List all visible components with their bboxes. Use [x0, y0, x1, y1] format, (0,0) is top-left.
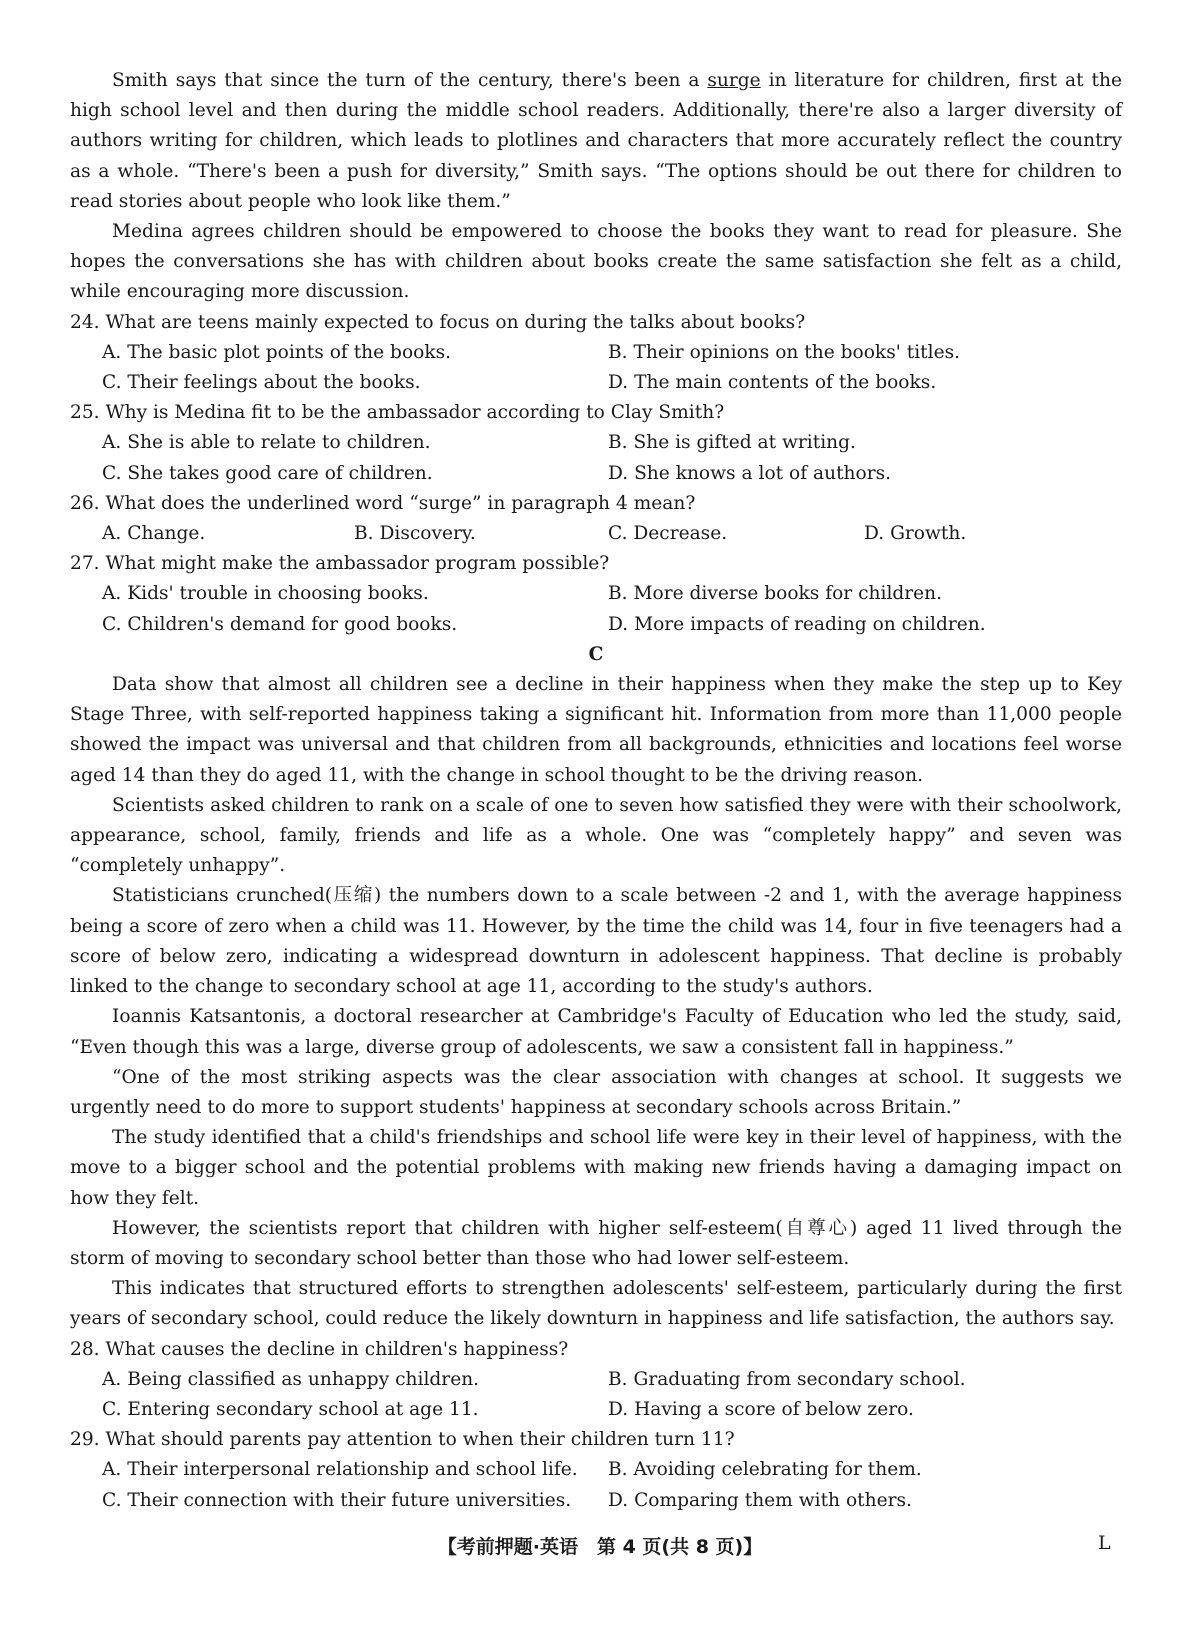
question-28: 28. What causes the decline in children's happiness?	[70, 1338, 569, 1360]
options-28	[70, 1365, 1122, 1425]
option: C. She takes good care of children.	[102, 462, 433, 484]
option: B. Graduating from secondary school.	[608, 1368, 966, 1390]
option: D. The main contents of the books.	[608, 372, 937, 394]
option: D. Having a score of below zero.	[608, 1398, 914, 1420]
option: A. Being classified as unhappy children.	[102, 1368, 480, 1390]
underlined-word: surge	[707, 70, 761, 91]
question-29: 29. What should parents pay attention to when their children turn 11?	[70, 1429, 735, 1451]
paragraph: Smith says that since the turn of the century, there's been a surge in literature for children, first at the high school level and then during the middle school readers. Additionally, there're also a larger diversity of authors writing for children, which leads to plotlines and characters that more accurately reflect the country as a whole. “There's been a push for diversity,” Smith says. “The options should be out there for children to read stories about people who look like them.”	[70, 70, 1122, 212]
option: C. Entering secondary school at age 11.	[102, 1398, 479, 1420]
option: D. Growth.	[864, 523, 967, 545]
option: D. She knows a lot of authors.	[608, 462, 892, 484]
option: D. Comparing them with others.	[608, 1489, 912, 1511]
paragraph: Scientists asked children to rank on a scale of one to seven how satisfied they were with their schoolwork, appearance, school, family, friends and life as a whole. One was “completely happy” and seven was “completely unhappy”.	[70, 794, 1122, 877]
options-26	[70, 519, 1122, 549]
option: A. Change.	[102, 523, 206, 545]
question-25: 25. Why is Medina fit to be the ambassador according to Clay Smith?	[70, 402, 725, 424]
option: B. Avoiding celebrating for them.	[608, 1459, 922, 1481]
option: C. Decrease.	[608, 523, 728, 545]
option: C. Their connection with their future universities.	[102, 1489, 572, 1511]
options-27	[70, 579, 1122, 639]
question-27: 27. What might make the ambassador program possible?	[70, 553, 610, 575]
option: D. More impacts of reading on children.	[608, 613, 986, 635]
option: B. Their opinions on the books' titles.	[608, 341, 961, 363]
option: C. Their feelings about the books.	[102, 372, 421, 394]
option: A. Kids' trouble in choosing books.	[102, 583, 429, 605]
question-24: 24. What are teens mainly expected to focus on during the talks about books?	[70, 311, 806, 333]
paragraph: Medina agrees children should be empowered to choose the books they want to read for pleasure. She hopes the conversations she has with children about books create the same satisfaction she felt as a child, while encouraging more discussion.	[70, 221, 1122, 303]
option: B. Discovery.	[354, 523, 476, 545]
options-29	[70, 1455, 1122, 1515]
paragraph: Ioannis Katsantonis, a doctoral researcher at Cambridge's Faculty of Education who led the study, said, “Even though this was a large, diverse group of adolescents, we saw a consistent fall in happiness.”	[70, 1006, 1122, 1058]
options-24	[70, 338, 1122, 398]
options-25	[70, 428, 1122, 488]
option: A. Their interpersonal relationship and school life.	[102, 1459, 578, 1481]
paragraph: This indicates that structured efforts to strengthen adolescents' self-esteem, particularly during the first years of secondary school, could reduce the likely downturn in happiness and life satisfaction, the authors say.	[70, 1278, 1122, 1330]
option: A. She is able to relate to children.	[102, 432, 431, 454]
option: A. The basic plot points of the books.	[102, 341, 452, 363]
paragraph: The study identified that a child's friendships and school life were key in their level of happiness, with the move to a bigger school and the potential problems with making new friends having a damaging impact on how they felt.	[70, 1127, 1122, 1209]
paragraph: Data show that almost all children see a decline in their happiness when they make the step up to Key Stage Three, with self-reported happiness taking a significant hit. Information from more than 11,000 people showed the impact was universal and that children from all backgrounds, ethnicities and locations feel worse aged 14 than they do aged 11, with the change in school thought to be the driving reason.	[70, 674, 1122, 786]
option: B. More diverse books for children.	[608, 583, 943, 605]
exam-page	[70, 66, 1122, 1516]
paragraph: Statisticians crunched(压缩) the numbers down to a scale between -2 and 1, with the average happiness being a score of zero when a child was 11. However, by the time the child was 14, four in five teenagers had a score of below zero, indicating a widespread downturn in adolescent happiness. That decline is probably linked to the change to secondary school at age 11, according to the study's authors.	[70, 885, 1122, 998]
page-footer: 【考前押题·英语 第 4 页(共 8 页)】	[437, 1536, 763, 1558]
version-mark: L	[1098, 1532, 1111, 1554]
option: C. Children's demand for good books.	[102, 613, 458, 635]
option: B. She is gifted at writing.	[608, 432, 856, 454]
question-26: 26. What does the underlined word “surge” in paragraph 4 mean?	[70, 492, 696, 514]
paragraph: However, the scientists report that children with higher self-esteem(自尊心) aged 11 lived through the storm of moving to secondary school better than those who had lower self-esteem.	[70, 1217, 1122, 1269]
section-label: C	[588, 643, 604, 665]
paragraph: “One of the most striking aspects was the clear association with changes at school. It suggests we urgently need to do more to support students' happiness at secondary schools across Britain.”	[70, 1066, 1122, 1118]
